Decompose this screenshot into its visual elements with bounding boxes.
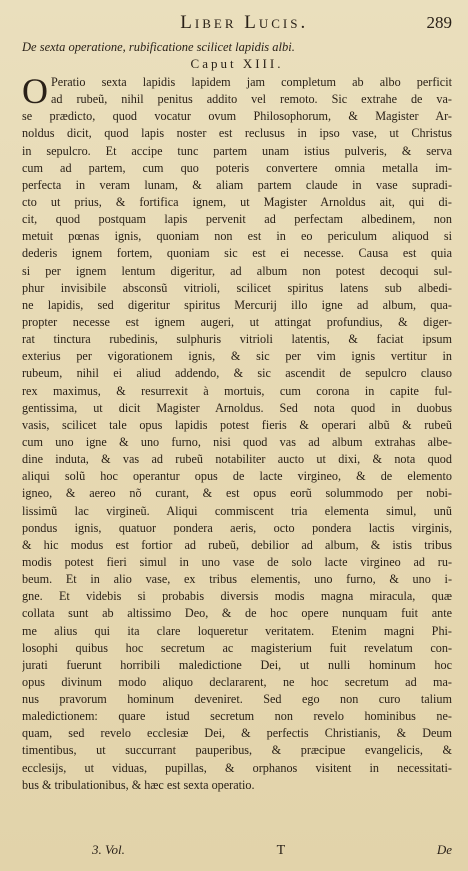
text-line: ne lapidis, sed digeritur spiritus Mercurij illo igne ad album, qua-: [22, 297, 452, 312]
text-line: cum uno igne & uno furno, nisi quod vas ad album extrahas albe-: [22, 434, 452, 449]
text-line: cit, quod postquam lapis pervenit ad perfectam albedinem, non: [22, 212, 452, 227]
signature-letter: T: [276, 843, 286, 858]
text-line: gentissima, ut dicit Magister Arnoldus. Sed nota quod in duobus: [22, 400, 452, 415]
text-line: ecclesijs, ut viduas, pupillas, & orphanos visitent in necessitati-: [22, 760, 452, 775]
text-line: exterius per vigorationem ignis, & sic per vim ignis vertitur in: [22, 349, 452, 364]
body-text: [22, 71, 452, 794]
text-line: opus divinum modo aliquo declararent, ne hoc secretum ad ma-: [22, 674, 452, 689]
text-line: Peratio sexta lapidis lapidem jam completum ab albo perficit: [51, 75, 452, 89]
text-line: beum. Et in alio vase, ex tribus elementis, uno furno, & uno i-: [22, 572, 452, 587]
text-line: dine induta, & vas ad rubeũ notabiliter aucto ut dixi, & nota quod: [22, 452, 452, 467]
text-line: vasis, scilicet tale opus lapidis potest fieris & operari albũ & rubeũ: [22, 417, 452, 432]
text-line: cto ut prius, & fortifica ignem, ut Magister Arnoldus ait, qui di-: [22, 194, 452, 209]
running-head: [22, 12, 452, 36]
text-line: metuit pœnas ignis, quoniam non est in eo periculum aliquod si: [22, 229, 452, 244]
text-line: rat tinctura rubedinis, sulphuris vitrioli latentis, & faciat ipsum: [22, 332, 452, 347]
text-line: losophi quibus hoc secretum ac magisterium fuit revelatum con-: [22, 640, 452, 655]
text-line: dederis ignem fortem, quoniam sic est ei necesse. Causa est quia: [22, 246, 452, 261]
text-line: noldus dicit, quod lapis noster est reclusus in ipso vase, ut Christus: [22, 126, 452, 141]
text-line: jurati fuerunt horribili maledictione Dei, ut nulli hominum hoc: [22, 657, 452, 672]
drop-cap: O: [22, 71, 48, 111]
text-line: aliqui solũ hoc operantur opus de lacte virgineo, & de elemento: [22, 469, 452, 484]
text-line: bus & tribulationibus, & hæc est sexta operatio.: [22, 777, 255, 792]
text-line: modis potest fieri simul in uno vase de solo lacte virgineo ad ru-: [22, 554, 452, 569]
text-line: maledictionem: quare istud secretum non revelo hominibus ne-: [22, 709, 452, 724]
text-line: rex maximus, & resurrexit à mortuis, cum corona in capite ful-: [22, 383, 452, 398]
text-line: quam, sed revelo ecclesiæ Dei, & perfectis Christianis, & Deum: [22, 726, 452, 741]
text-line: gne. Et videbis si probabis diversis modis magna miracula, quæ: [22, 589, 452, 604]
text-line: ad rubeũ, nihil penitus addito vel remoto. Sic extrahe de va-: [51, 92, 452, 107]
section-heading: De sexta operatione, rubificatione scilicet lapidis albi.: [22, 40, 295, 54]
page-footer: [22, 842, 452, 859]
text-line: & hic modus est fortior ad rubeũ, debilior ad album, & istis tribus: [22, 537, 452, 552]
text-line: igneo, & aereo nõ curant, & est opus eorũ solummodo per nobi-: [22, 486, 452, 501]
catchword: De: [436, 842, 452, 857]
text-line: rubeum, nihil ei aliud addendo, & sic ascendit de sepulcro clauso: [22, 366, 452, 381]
running-title: Liber Lucis.: [180, 12, 309, 33]
chapter-heading: Caput XIII.: [190, 56, 284, 71]
text-line: phur invisibile absconsũ vitrioli, scilicet spiritus latens sub albedi-: [22, 280, 452, 295]
text-line: collata sunt ab altissimo Deo, & de hoc opere nunquam fuit ante: [22, 606, 452, 621]
text-line: lissimũ lac virgineũ. Aliqui commiscent tria elementa simul, unũ: [22, 503, 452, 518]
text-line: pondus ignis, quatuor pondera aeris, octo pondera lactis virginis,: [22, 520, 452, 535]
text-line: cum ad partem, cum quo poteris convertere omnia metalla im-: [22, 160, 452, 175]
page-number: 289: [426, 13, 452, 32]
text-line: nus pravorum hominum deveniret. Sed ego non curo talium: [22, 692, 452, 707]
text-line: timentibus, ut succurrant pauperibus, & præcipue evangelicis, &: [22, 743, 452, 758]
text-line: me alius qui ita clare loqueretur veritatem. Etenim magni Phi-: [22, 623, 452, 638]
text-line: se prædicto, quod vocatur ovum Philosophorum, & Magister Ar-: [22, 109, 452, 124]
text-line: si per ignem lentum digeritur, ad album non potest decoqui sul-: [22, 263, 452, 278]
text-line: propter necesse est ignem augeri, ut attingat profundius, & diger-: [22, 314, 452, 329]
text-line: perfecta in veram lunam, & aliam partem claude in vase supradi-: [22, 177, 452, 192]
signature-mark: 3. Vol.: [92, 842, 125, 857]
text-line: in sepulcro. Et accipe tunc partem unam istius pulveris, & serva: [22, 143, 452, 158]
